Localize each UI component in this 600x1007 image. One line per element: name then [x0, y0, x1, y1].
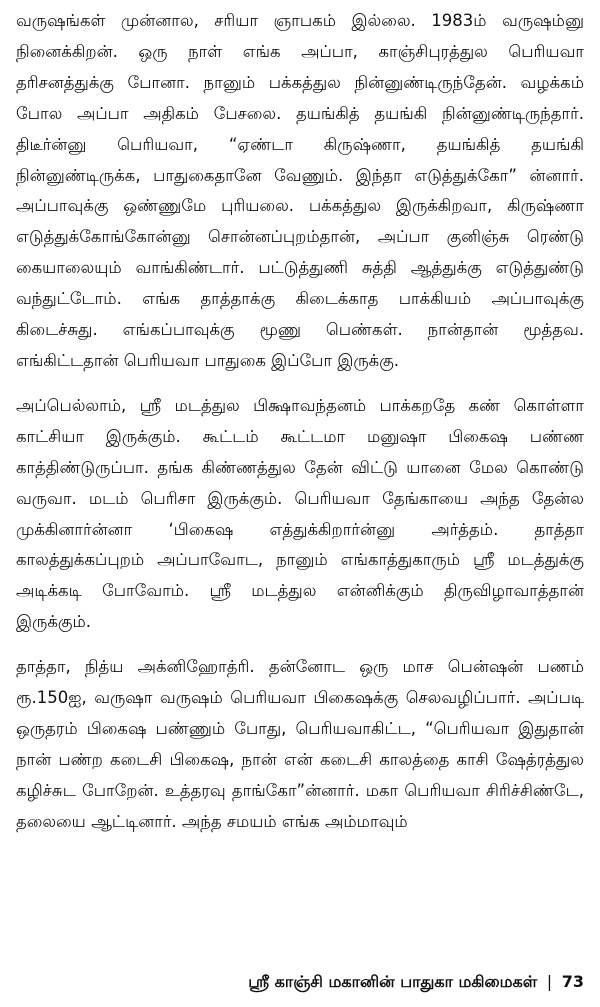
paragraph-2: அப்பெல்லாம், ஸ்ரீ மடத்துல பிக்ஷாவந்தனம் பாக்கறதே கண் கொள்ளா காட்சியா இருக்கும். கூட்டம் கூட்டமா மனுஷா பிகைஷ பண்ண காத்திண்டுருப்பா. தங்க கிண்ணத்துல தேன் விட்டு யானை மேல கொண்டு வருவா. மடம் பெரிசா இருக்கும். பெரியவா தேங்காயை அந்த தேன்ல முக்கினார்ன்னா ‘பிகைஷ எத்துக்கிறார்ன்னு அர்த்தம். தாத்தா காலத்துக்கப்புறம் அப்பாவோட, நானும் எங்காத்துகாரும் ஸ்ரீ மடத்துக்கு அடிக்கடி போவோம். ஸ்ரீ மடத்துல என்னிக்கும் திருவிழாவாத்தான் இருக்கும். — [16, 395, 584, 632]
page-number: 73 — [561, 972, 584, 991]
paragraph-1: வருஷங்கள் முன்னால, சரியா ஞாபகம் இல்லை. 1983ம் வருஷம்னு நினைக்கிறன். ஒரு நாள் எங்க அப்பா, காஞ்சிபுரத்துல பெரியவா தரிசனத்துக்கு போனா. நானும் பக்கத்துல நின்னுண்டிருந்தேன். வழக்கம் போல அப்பா அதிகம் பேசலை. தயங்கித் தயங்கி நின்னுண்டிருந்தார். திடீர்ன்னு பெரியவா, “ஏண்டா கிருஷ்ணா, தயங்கித் தயங்கி நின்னுண்டிருக்க, பாதுகைதானே வேணும். இந்தா எடுத்துக்கோ” ன்னார். அப்பாவுக்கு ஒண்ணுமே புரியலை. பக்கத்துல இருக்கிறவா, கிருஷ்ணா எடுத்துக்கோங்கோன்னு சொன்னப்புறம்தான், அப்பா குனிஞ்சு ரெண்டு கையாலையும் வாங்கிண்டார். பட்டுத்துணி சுத்தி ஆத்துக்கு எடுத்துண்டு வந்துட்டோம். எங்க தாத்தாக்கு கிடைக்காத பாக்கியம் அப்பாவுக்கு கிடைச்சுது. எங்கப்பாவுக்கு மூணு பெண்கள். நான்தான் மூத்தவ. எங்கிட்டதான் பெரியவா பாதுகை இப்போ இருக்கு. — [16, 11, 584, 370]
page-footer — [16, 972, 584, 993]
paragraph-3: தாத்தா, நித்ய அக்னிஹோத்ரி. தன்னோட ஒரு மாச பென்ஷன் பணம் ரூ.150ஐ, வருஷா வருஷம் பெரியவா பிகைஷக்கு செலவழிப்பார். அப்படி ஒருதரம் பிகைஷ பண்ணும் போது, பெரியவாகிட்ட, “பெரியவா இதுதான் நான் பண்ற கடைசி பிகைஷ, நான் என் கடைசி காலத்தை காசி ஷேத்ரத்துல கழிச்சுட போறேன். உத்தரவு தாங்கோ”ன்னார். மகா பெரியவா சிரிச்சிண்டே, தலையை ஆட்டினார். அந்த சமயம் எங்க அம்மாவும் — [16, 657, 584, 831]
footer-separator: | — [546, 972, 553, 991]
book-title: ஸ்ரீ காஞ்சி மகானின் பாதுகா மகிமைகள் — [248, 972, 538, 991]
